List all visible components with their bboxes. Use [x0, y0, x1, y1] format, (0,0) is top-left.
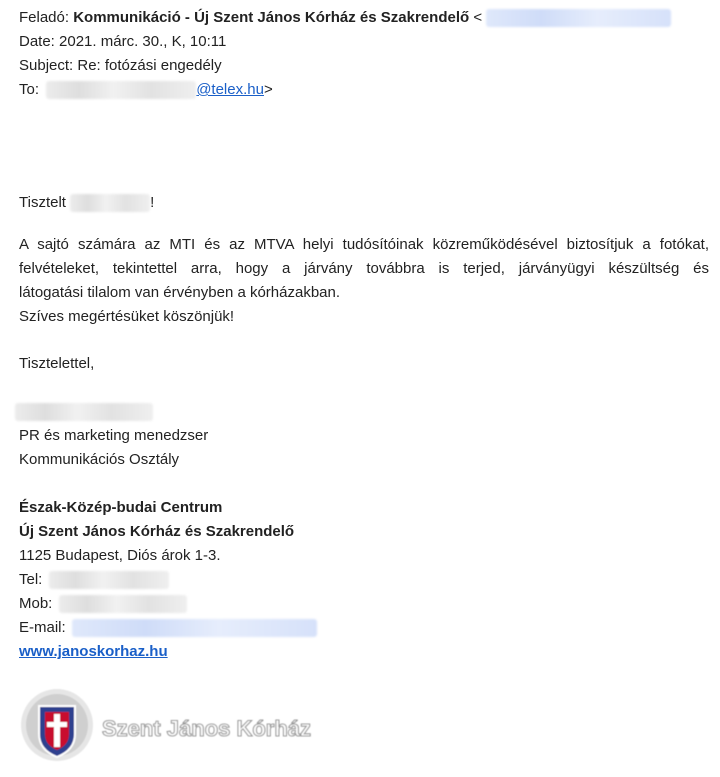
- subject-line: [19, 56, 222, 76]
- greeting-prefix: Tisztelt: [19, 194, 66, 211]
- closing: Tisztelettel,: [19, 355, 95, 372]
- org-address: 1125 Budapest, Diós árok 1-3.: [19, 547, 221, 564]
- email-label: E-mail:: [19, 619, 66, 636]
- from-label: Feladó:: [19, 9, 70, 26]
- shield-emblem-icon: [21, 689, 93, 761]
- recipient-close-bracket: >: [263, 81, 273, 98]
- org-name-line1: Észak-Közép-budai Centrum: [19, 499, 223, 516]
- greeting-suffix: !: [150, 194, 155, 211]
- tel-label: Tel:: [19, 571, 43, 588]
- body-line: látogatási tilalom van érvényben a kórházakban.: [19, 284, 341, 301]
- mob-line: [19, 594, 187, 614]
- to-label: To:: [19, 81, 40, 98]
- body-line: felvételeket, tekintettel arra, hogy a járvány továbbra is terjed, járványügyi készültség és: [19, 260, 709, 277]
- redacted-mob: [59, 595, 187, 613]
- date-line: [19, 32, 226, 52]
- date-value: 2021. márc. 30., K, 10:11: [59, 33, 227, 50]
- message-body: [19, 233, 709, 329]
- email-line: [19, 618, 317, 638]
- recipient-email-link[interactable]: @telex.hu: [196, 81, 264, 98]
- greeting: [19, 193, 154, 213]
- date-label: Date:: [19, 33, 55, 50]
- body-line: A sajtó számára az MTI és az MTVA helyi tudósítóinak közreműködésével biztosítjuk a fotókat,: [19, 236, 709, 253]
- signature-department: Kommunikációs Osztály: [19, 451, 180, 468]
- sender-name: Kommunikáció - Új Szent János Kórház és Szakrendelő: [73, 9, 470, 26]
- redacted-email-link[interactable]: [72, 619, 317, 637]
- org-name-line2: Új Szent János Kórház és Szakrendelő: [19, 523, 295, 540]
- logo-wordmark: Szent János Kórház: [102, 716, 312, 741]
- sender-open-bracket: <: [473, 9, 483, 26]
- website-line: [19, 642, 168, 662]
- mob-label: Mob:: [19, 595, 53, 612]
- to-line: [19, 80, 273, 100]
- redacted-tel: [49, 571, 169, 589]
- body-line: Szíves megértésüket köszönjük!: [19, 308, 235, 325]
- redacted-recipient: [70, 194, 150, 212]
- hospital-logo: [19, 684, 329, 766]
- subject-label: Subject:: [19, 57, 74, 74]
- redacted-sender-email: [486, 9, 671, 27]
- signature-title: PR és marketing menedzser: [19, 427, 209, 444]
- redacted-signer-name: [15, 403, 153, 421]
- from-line: [19, 8, 671, 28]
- tel-line: [19, 570, 169, 590]
- signature-name: [19, 402, 153, 422]
- subject-value: Re: fotózási engedély: [77, 57, 222, 74]
- redacted-recipient-name: [46, 81, 196, 99]
- website-link[interactable]: www.janoskorhaz.hu: [19, 643, 168, 660]
